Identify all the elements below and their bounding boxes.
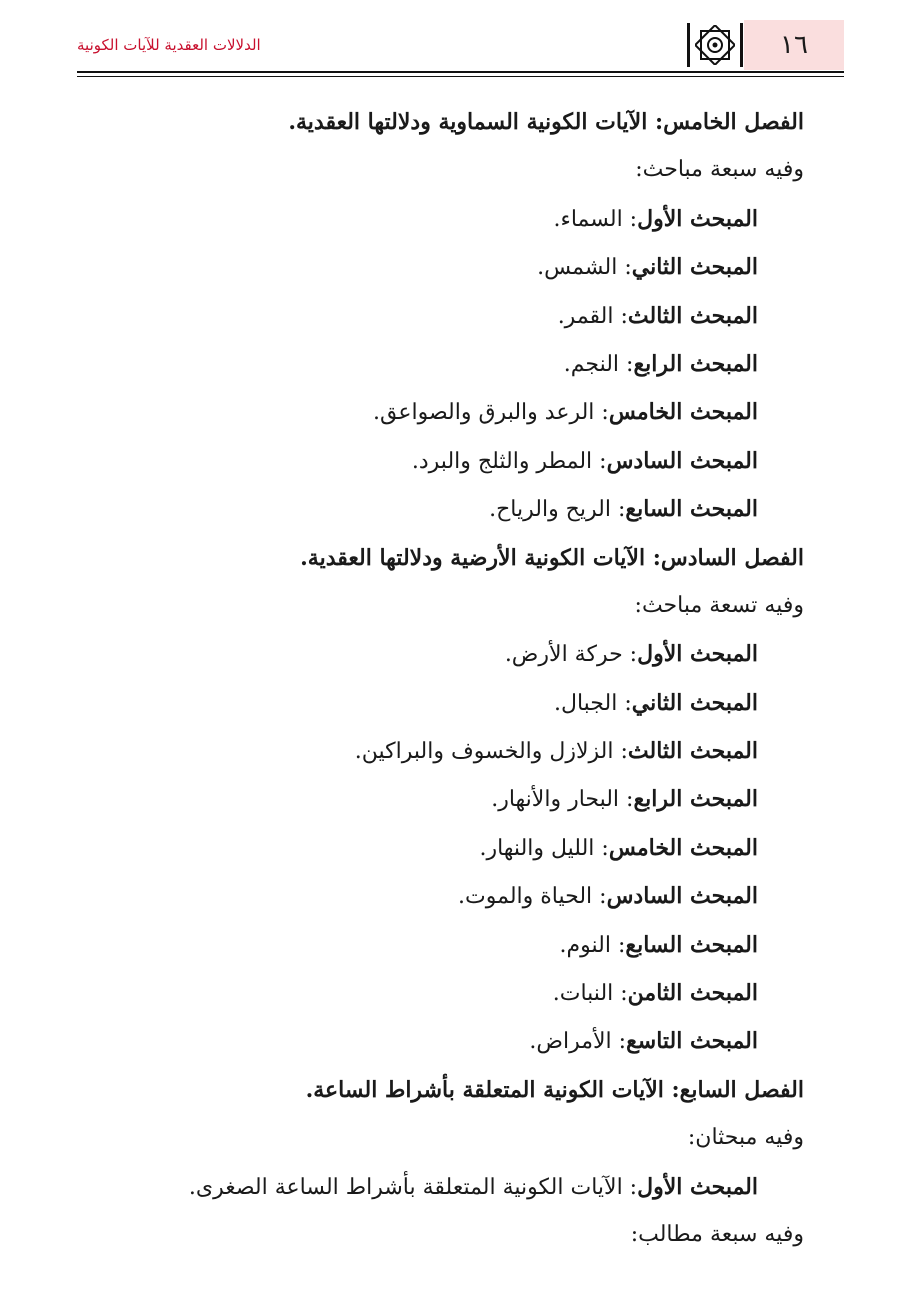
line-separator: : bbox=[645, 544, 661, 571]
section-line bbox=[104, 775, 804, 823]
section-line bbox=[104, 969, 804, 1017]
intro-line bbox=[104, 1211, 804, 1259]
intro-line bbox=[104, 146, 804, 194]
header-rule bbox=[77, 71, 844, 73]
section-line bbox=[104, 1163, 804, 1211]
line-separator: : bbox=[592, 448, 607, 474]
section-line bbox=[104, 195, 804, 243]
toc-list bbox=[104, 98, 804, 1259]
section-line bbox=[104, 340, 804, 388]
section-line bbox=[104, 872, 804, 920]
line-label: المبحث الثامن bbox=[627, 980, 758, 1007]
line-label: المبحث السابع bbox=[625, 931, 758, 958]
line-label: المبحث الثالث bbox=[627, 738, 758, 765]
intro-line bbox=[104, 1114, 804, 1162]
line-text: القمر. bbox=[557, 303, 614, 329]
line-text: وفيه سبعة مباحث: bbox=[635, 157, 804, 183]
line-label: المبحث الأول bbox=[637, 1173, 758, 1200]
header-rule-thin bbox=[77, 76, 844, 77]
line-text: الحياة والموت. bbox=[458, 884, 593, 910]
line-label: المبحث الثاني bbox=[631, 254, 758, 281]
chapter-line bbox=[104, 534, 804, 582]
running-title: الدلالات العقدية للآيات الكونية bbox=[77, 36, 261, 54]
line-separator: : bbox=[622, 642, 638, 668]
line-label: المبحث السابع bbox=[625, 496, 758, 523]
line-text: الرعد والبرق والصواعق. bbox=[373, 400, 595, 426]
line-separator: : bbox=[611, 1029, 627, 1055]
line-label: المبحث السادس bbox=[606, 883, 758, 910]
line-label: المبحث الأول bbox=[637, 641, 758, 668]
section-line bbox=[104, 679, 804, 727]
section-line bbox=[104, 824, 804, 872]
line-text: وفيه تسعة مباحث: bbox=[634, 592, 804, 618]
line-separator: : bbox=[610, 497, 626, 523]
section-line bbox=[104, 485, 804, 533]
line-text: الآيات الكونية السماوية ودلالتها العقدية. bbox=[288, 109, 648, 135]
section-line bbox=[104, 630, 804, 678]
line-label: الفصل الخامس bbox=[663, 109, 804, 135]
line-separator: : bbox=[613, 981, 628, 1007]
line-separator: : bbox=[594, 400, 609, 426]
line-label: المبحث الخامس bbox=[608, 399, 758, 426]
line-label: المبحث الأول bbox=[637, 205, 758, 232]
line-separator: : bbox=[647, 109, 664, 135]
line-separator: : bbox=[613, 303, 628, 329]
line-text: النوم. bbox=[559, 932, 611, 958]
line-separator: : bbox=[619, 351, 634, 377]
line-text: الزلازل والخسوف والبراكين. bbox=[354, 739, 614, 765]
line-text: وفيه مبحثان: bbox=[687, 1125, 804, 1151]
line-label: المبحث الخامس bbox=[608, 834, 758, 861]
line-separator: : bbox=[594, 835, 609, 861]
section-line bbox=[104, 1017, 804, 1065]
line-separator: : bbox=[619, 787, 634, 813]
line-label: المبحث الرابع bbox=[633, 786, 758, 813]
section-line bbox=[104, 727, 804, 775]
line-text: الشمس. bbox=[537, 255, 618, 281]
line-separator: : bbox=[617, 255, 632, 281]
page-number: ١٦ bbox=[744, 20, 844, 70]
line-text: الآيات الكونية الأرضية ودلالتها العقدية. bbox=[300, 544, 646, 571]
line-label: المبحث التاسع bbox=[626, 1028, 758, 1055]
intro-line bbox=[104, 582, 804, 630]
line-label: المبحث السادس bbox=[606, 447, 758, 474]
section-line bbox=[104, 388, 804, 436]
ornament-icon bbox=[686, 20, 744, 70]
line-text: الأمراض. bbox=[529, 1029, 612, 1055]
line-label: المبحث الثاني bbox=[631, 689, 758, 716]
line-separator: : bbox=[610, 932, 626, 958]
page-header bbox=[77, 20, 844, 72]
section-line bbox=[104, 243, 804, 291]
line-text: النجم. bbox=[563, 351, 620, 377]
line-text: حركة الأرض. bbox=[504, 642, 623, 668]
line-separator: : bbox=[663, 1076, 680, 1103]
line-text: السماء. bbox=[553, 206, 623, 232]
line-separator: : bbox=[622, 206, 638, 232]
line-text: الآيات الكونية المتعلقة بأشراط الساعة. bbox=[305, 1076, 664, 1103]
line-text: المطر والثلج والبرد. bbox=[411, 448, 593, 474]
chapter-line bbox=[104, 98, 804, 146]
line-separator: : bbox=[613, 739, 628, 765]
section-line bbox=[104, 437, 804, 485]
line-separator: : bbox=[622, 1174, 638, 1200]
line-text: الريح والرياح. bbox=[489, 497, 611, 523]
line-text: الليل والنهار. bbox=[479, 835, 595, 861]
line-label: المبحث الرابع bbox=[633, 350, 758, 377]
section-line bbox=[104, 921, 804, 969]
line-text: الجبال. bbox=[553, 690, 618, 716]
chapter-line bbox=[104, 1066, 804, 1114]
section-line bbox=[104, 292, 804, 340]
line-text: وفيه سبعة مطالب: bbox=[630, 1221, 804, 1247]
line-separator: : bbox=[617, 690, 632, 716]
line-text: البحار والأنهار. bbox=[491, 787, 620, 813]
line-label: الفصل السابع bbox=[679, 1076, 804, 1103]
line-label: الفصل السادس bbox=[660, 544, 804, 571]
line-separator: : bbox=[592, 884, 607, 910]
line-label: المبحث الثالث bbox=[627, 302, 758, 329]
line-text: الآيات الكونية المتعلقة بأشراط الساعة الصغرى. bbox=[188, 1174, 623, 1200]
line-text: النبات. bbox=[552, 981, 614, 1007]
